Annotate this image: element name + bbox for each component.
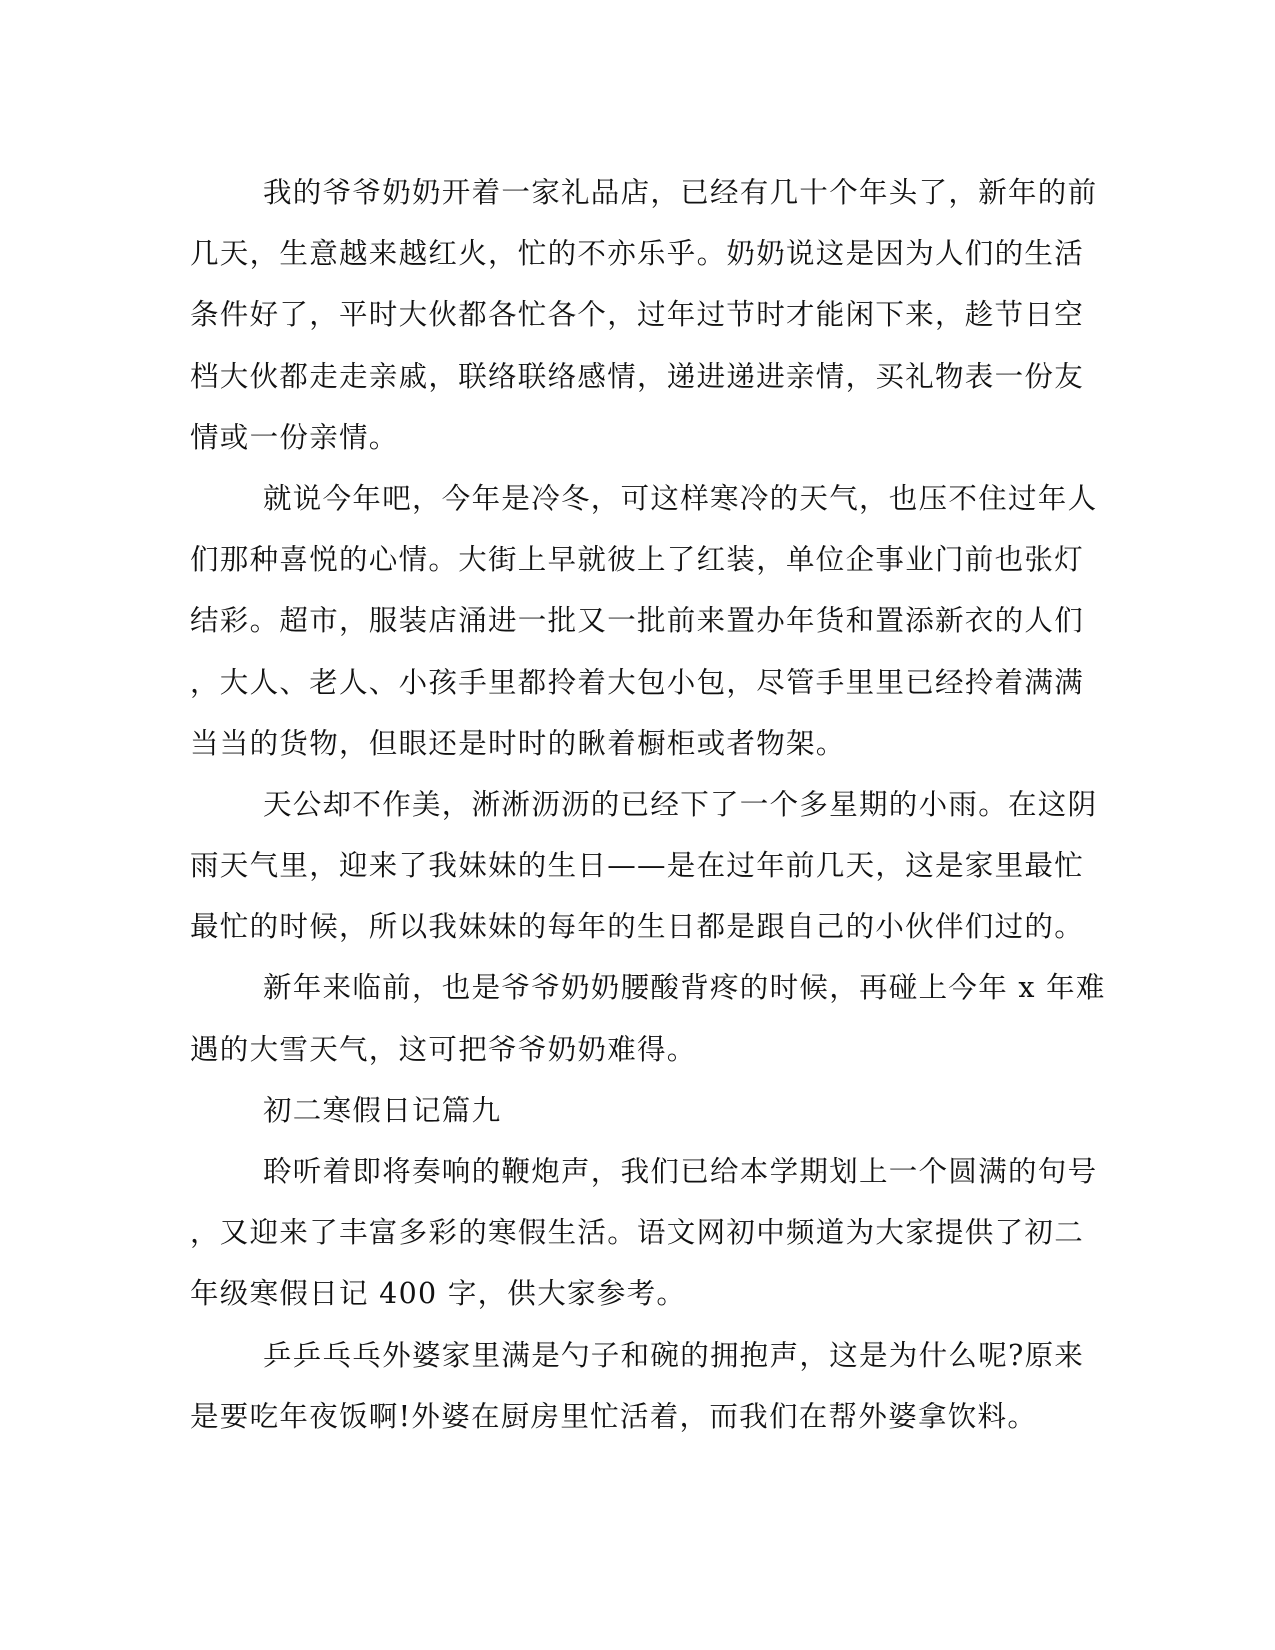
text-line: 遇的大雪天气，这可把爷爷奶奶难得。 (190, 1032, 697, 1066)
text-line: 是要吃年夜饭啊!外婆在厨房里忙活着，而我们在帮外婆拿饮料。 (190, 1399, 1038, 1433)
text-line: 结彩。超市，服装店涌进一批又一批前来置办年货和置添新衣的人们 (190, 604, 1085, 638)
text-line: 们那种喜悦的心情。大街上早就彼上了红装，单位企事业门前也张灯 (190, 543, 1085, 577)
text-line: ，大人、老人、小孩手里都拎着大包小包，尽管手里里已经拎着满满 (190, 665, 1085, 699)
text-line: 最忙的时候，所以我妹妹的每年的生日都是跟自己的小伙伴们过的。 (190, 910, 1085, 944)
text-line: 条件好了，平时大伙都各忙各个，过年过节时才能闲下来，趁节日空 (190, 298, 1085, 332)
text-line: 新年来临前，也是爷爷奶奶腰酸背疼的时候，再碰上今年 x 年难 (263, 971, 1106, 1005)
text-line: 当当的货物，但眼还是时时的瞅着橱柜或者物架。 (190, 726, 846, 760)
section-heading: 初二寒假日记篇九 (263, 1093, 502, 1127)
text-line: 就说今年吧，今年是冷冬，可这样寒冷的天气，也压不住过年人 (263, 481, 1098, 515)
text-line: 几天，生意越来越红火，忙的不亦乐乎。奶奶说这是因为人们的生活 (190, 237, 1085, 271)
text-line: ，又迎来了丰富多彩的寒假生活。语文网初中频道为大家提供了初二 (190, 1216, 1085, 1250)
text-line: 我的爷爷奶奶开着一家礼品店，已经有几十个年头了，新年的前 (263, 176, 1098, 209)
text-line: 情或一份亲情。 (190, 420, 399, 454)
text-line: 年级寒假日记 400 字，供大家参考。 (190, 1277, 687, 1311)
document-body (190, 162, 1106, 1447)
text-line: 雨天气里，迎来了我妹妹的生日——是在过年前几天，这是家里最忙 (190, 849, 1085, 883)
text-line: 档大伙都走走亲戚，联络联络感情，递进递进亲情，买礼物表一份友 (190, 359, 1085, 393)
text-line: 乒乒乓乓外婆家里满是勺子和碗的拥抱声，这是为什么呢?原来 (263, 1338, 1085, 1372)
text-line: 天公却不作美，淅淅沥沥的已经下了一个多星期的小雨。在这阴 (263, 787, 1098, 821)
text-line: 聆听着即将奏响的鞭炮声，我们已给本学期划上一个圆满的句号 (263, 1155, 1098, 1188)
